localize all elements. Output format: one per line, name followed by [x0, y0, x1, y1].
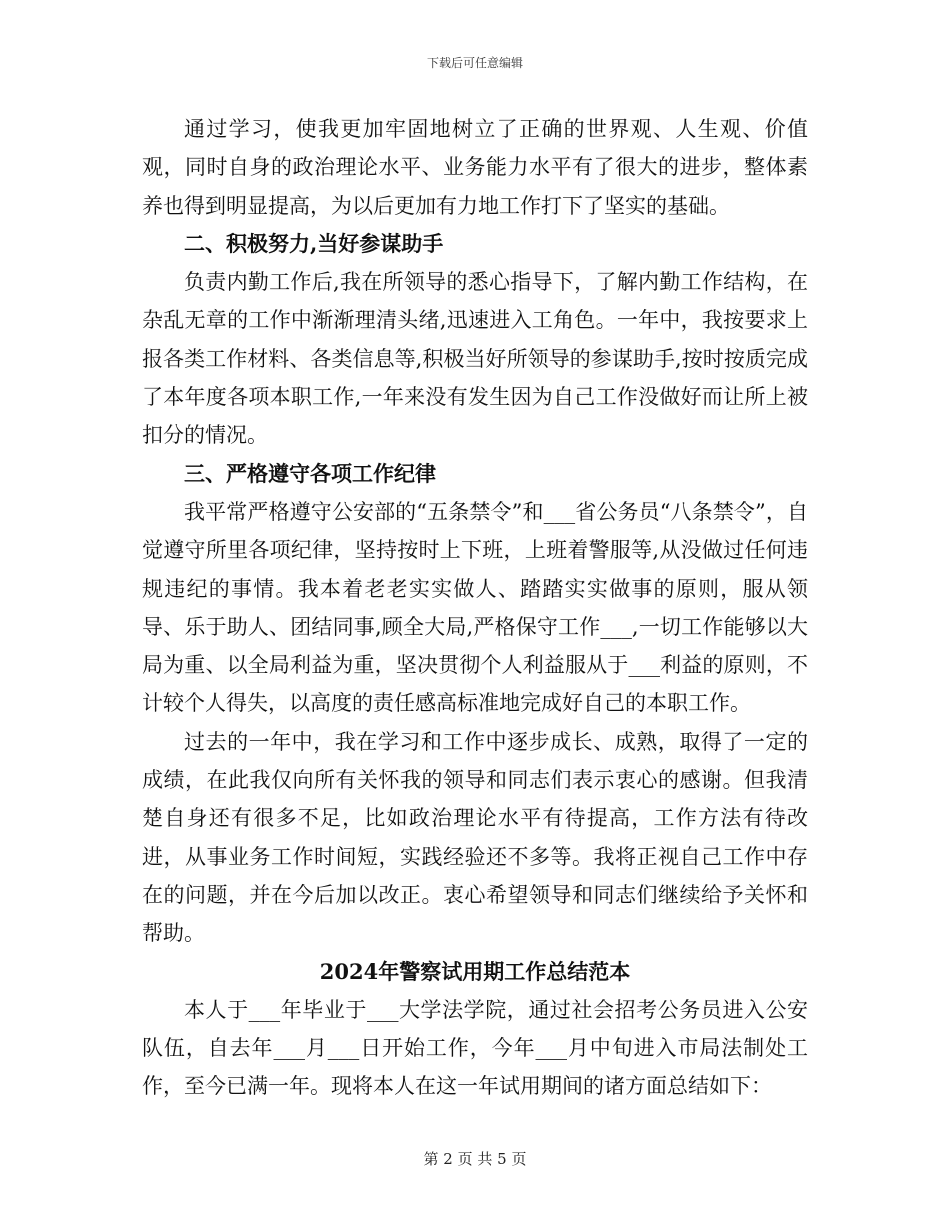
paragraph-introduction: 本人于___年毕业于___大学法学院，通过社会招考公务员进入公安队伍，自去年___月___日开始工作，今年___月中旬进入市局法制处工作，至今已满一年。现将本人在这一年试用期间的诸方面总结如下： — [142, 997, 808, 1099]
section-heading-2: 二、积极努力,当好参谋助手 — [184, 230, 444, 256]
paragraph-office-work: 负责内勤工作后,我在所领导的悉心指导下，了解内勤工作结构，在杂乱无章的工作中渐渐理清头绪,迅速进入工角色。一年中，我按要求上报各类工作材料、各类信息等,积极当好所领导的参谋助手,按时按质完成了本年度各项本职工作,一年来没有发生因为自己工作没做好而让所上被扣分的情况。 — [142, 270, 808, 448]
page-number: 第 2 页 共 5 页 — [423, 1150, 527, 1168]
document-body — [142, 110, 808, 1106]
document-title: 2024年警察试用期工作总结范本 — [319, 958, 631, 984]
section-heading-3: 三、严格遵守各项工作纪律 — [184, 460, 436, 486]
paragraph-conclusion: 过去的一年中，我在学习和工作中逐步成长、成熟，取得了一定的成绩，在此我仅向所有关怀我的领导和同志们表示衷心的感谢。但我清楚自身还有很多不足，比如政治理论水平有待提高，工作方法有待改进，从事业务工作时间短，实践经验还不多等。我将正视自己工作中存在的问题，并在今后加以改正。衷心希望领导和同志们继续给予关怀和帮助。 — [142, 729, 808, 946]
paragraph-study-summary: 通过学习，使我更加牢固地树立了正确的世界观、人生观、价值观，同时自身的政治理论水平、业务能力水平有了很大的进步，整体素养也得到明显提高，为以后更加有力地工作打下了坚实的基础。 — [142, 117, 808, 218]
page-header-note: 下载后可任意编辑 — [426, 56, 523, 70]
paragraph-discipline: 我平常严格遵守公安部的“五条禁令”和___省公务员“八条禁令”，自觉遵守所里各项纪律，坚持按时上下班，上班着警服等,从没做过任何违规违纪的事情。我本着老老实实做人、踏踏实实做事的原则，服从领导、乐于助人、团结同事,顾全大局,严格保守工作___,一切工作能够以大局为重、以全局利益为重，坚决贯彻个人利益服从于___利益的原则，不计较个人得失，以高度的责任感高标准地完成好自己的本职工作。 — [142, 499, 808, 716]
